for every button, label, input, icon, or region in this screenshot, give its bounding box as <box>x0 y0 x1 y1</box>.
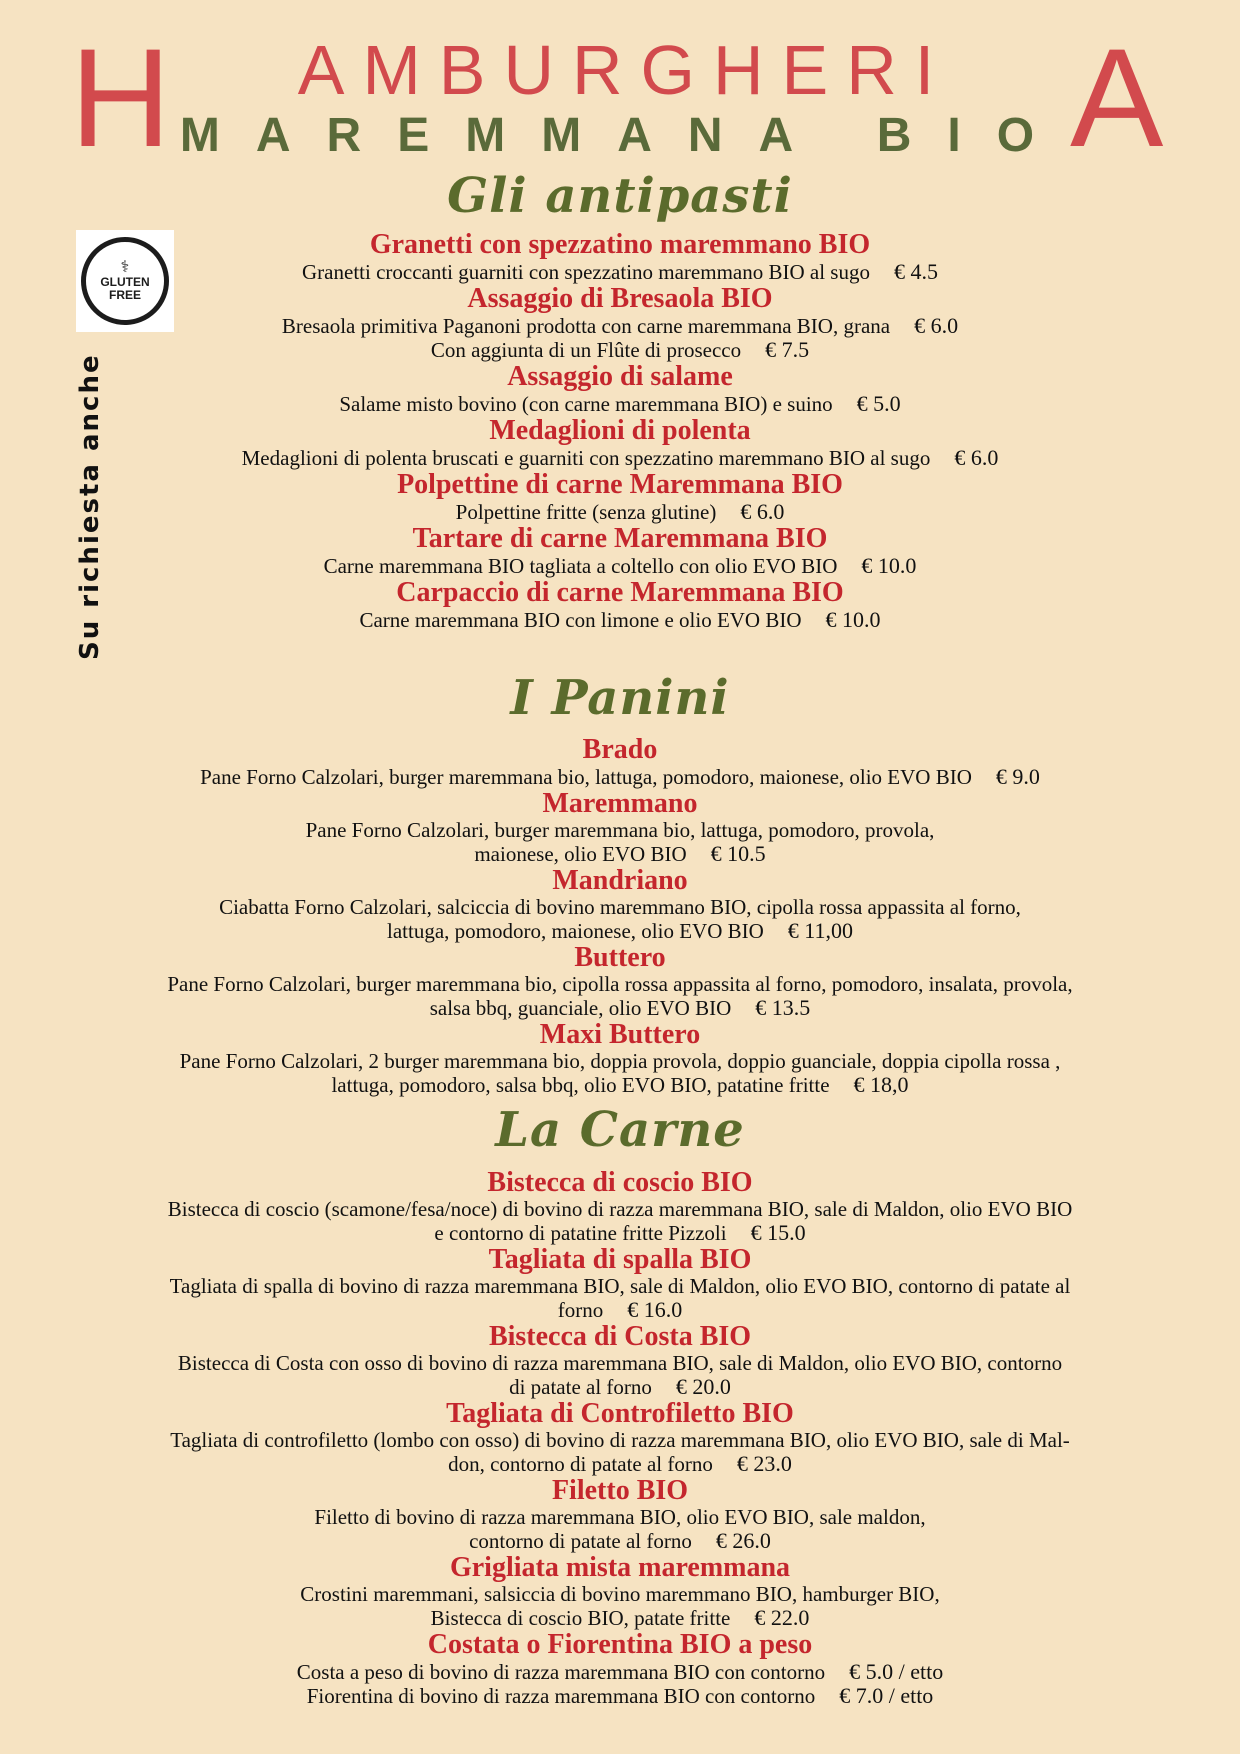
menu-item-name: Maxi Buttero <box>539 1019 701 1050</box>
menu-item-price: € 6.0 <box>954 445 999 470</box>
menu-item-text: Granetti croccanti guarniti con spezzatino maremmano BIO al sugo <box>302 260 870 284</box>
menu-item-text: Pane Forno Calzolari, 2 burger maremmana bio, doppia provola, doppio guanciale, doppia cipolla rossa , <box>179 1049 1061 1073</box>
menu-item-description <box>0 314 1240 338</box>
panini-list <box>0 735 1240 1097</box>
menu-item-description <box>0 1050 1240 1073</box>
menu-item-description <box>0 1275 1240 1298</box>
menu-item-text: Pane Forno Calzolari, burger maremmana bio, cipolla rossa appassita al forno, pomodoro, insalata, provola, <box>167 972 1073 996</box>
section-title-carne: La Carne <box>495 1102 745 1158</box>
menu-item-text: Carne maremmana BIO tagliata a coltello con olio EVO BIO <box>323 554 838 578</box>
section-title-antipasti: Gli antipasti <box>447 168 793 224</box>
menu-item-price: € 26.0 <box>715 1528 771 1553</box>
carne-list <box>0 1168 1240 1708</box>
menu-item-price: € 10.0 <box>861 553 917 578</box>
menu-item-text: Fiorentina di bovino di razza maremmana BIO con contorno <box>306 1684 816 1708</box>
menu-item-name: Bistecca di coscio BIO <box>487 1167 753 1198</box>
menu-item-description <box>0 1660 1240 1684</box>
menu-item-text: Salame misto bovino (con carne maremmana BIO) e suino <box>339 392 833 416</box>
menu-item-description <box>0 554 1240 578</box>
menu-item-description <box>0 260 1240 284</box>
restaurant-title: AMBURGHERI <box>297 31 953 109</box>
menu-item-name: Tagliata di spalla BIO <box>488 1244 752 1275</box>
menu-item-text: lattuga, pomodoro, salsa bbq, olio EVO BIO, patatine fritte <box>331 1073 830 1097</box>
menu-item-text: Carne maremmana BIO con limone e olio EVO BIO <box>359 608 802 632</box>
menu-item-text: don, contorno di patate al forno <box>448 1452 713 1476</box>
menu-item-text: Pane Forno Calzolari, burger maremmana bio, lattuga, pomodoro, maionese, olio EVO BIO <box>200 765 972 789</box>
menu-item-price: € 6.0 <box>914 313 959 338</box>
menu-item-description <box>0 1298 1240 1322</box>
menu-item-text: Con aggiunta di un Flûte di prosecco <box>430 338 742 362</box>
menu-item-price: € 22.0 <box>754 1605 810 1630</box>
menu-item-text: Filetto di bovino di razza maremmana BIO, olio EVO BIO, sale maldon, <box>314 1505 926 1529</box>
menu-item-text: Crostini maremmani, salsiccia di bovino maremmano BIO, hamburger BIO, <box>300 1582 940 1606</box>
menu-item-text: Tagliata di controfiletto (lombo con osso) di bovino di razza maremmana BIO, olio EVO BIO, sale di Mal- <box>170 1428 1070 1452</box>
menu-item-price: € 15.0 <box>750 1220 806 1245</box>
menu-item-name: Polpettine di carne Maremmana BIO <box>397 469 843 500</box>
title-last-letter: A <box>1070 19 1164 176</box>
menu-item-description <box>0 608 1240 632</box>
menu-item-description <box>0 1684 1240 1708</box>
menu-item-name: Filetto BIO <box>551 1475 689 1506</box>
menu-item-text: di patate al forno <box>509 1375 652 1399</box>
menu-item-description <box>0 896 1240 919</box>
menu-item-text: forno <box>557 1298 604 1322</box>
menu-item-price: € 18,0 <box>853 1072 909 1097</box>
menu-item-description <box>0 842 1240 866</box>
menu-item-description <box>0 1583 1240 1606</box>
menu-item-price: € 5.0 <box>856 391 901 416</box>
menu-item-text: Bistecca di Costa con osso di bovino di razza maremmana BIO, sale di Maldon, olio EVO BIO, contorno <box>177 1351 1063 1375</box>
menu-item-text: Medaglioni di polenta bruscati e guarniti con spezzatino maremmano BIO al sugo <box>241 446 931 470</box>
menu-item-price: € 10.5 <box>710 841 766 866</box>
menu-item-name: Medaglioni di polenta <box>489 415 751 446</box>
menu-item-text: Bistecca di coscio BIO, patate fritte <box>430 1606 731 1630</box>
menu-item-description <box>0 919 1240 943</box>
menu-item-name: Assaggio di salame <box>507 361 733 392</box>
menu-item-text: salsa bbq, guanciale, olio EVO BIO <box>429 996 732 1020</box>
menu-item-price: € 10.0 <box>825 607 881 632</box>
menu-header <box>0 19 1240 176</box>
menu-item-description <box>0 1375 1240 1399</box>
menu-item-description <box>0 1198 1240 1221</box>
menu-item-price: € 11,00 <box>787 918 853 943</box>
menu-item-text: Pane Forno Calzolari, burger maremmana bio, lattuga, pomodoro, provola, <box>305 818 935 842</box>
menu-item-name: Mandriano <box>552 865 688 896</box>
menu-item-price: € 23.0 <box>736 1451 792 1476</box>
menu-item-description <box>0 1352 1240 1375</box>
menu-item-name: Carpaccio di carne Maremmana BIO <box>396 577 844 608</box>
menu-item-description <box>0 1529 1240 1553</box>
badge-line1: GLUTEN <box>100 275 150 289</box>
menu-item-name: Assaggio di Bresaola BIO <box>467 283 773 314</box>
section-title-panini: I Panini <box>510 670 730 726</box>
menu-item-description <box>0 446 1240 470</box>
menu-item-text: lattuga, pomodoro, maionese, olio EVO BIO <box>387 919 764 943</box>
menu-item-text: contorno di patate al forno <box>469 1529 692 1553</box>
menu-item-name: Tagliata di Controfiletto BIO <box>446 1398 794 1429</box>
menu-item-name: Brado <box>582 734 658 765</box>
menu-item-description <box>0 392 1240 416</box>
menu-item-description <box>0 973 1240 996</box>
menu-item-price: € 7.0 / etto <box>839 1683 934 1708</box>
menu-item-description <box>0 765 1240 789</box>
menu-item-price: € 16.0 <box>627 1297 683 1322</box>
side-note: Su richiesta anche <box>75 353 105 660</box>
menu-item-description <box>0 1506 1240 1529</box>
menu-item-price: € 6.0 <box>740 499 785 524</box>
badge-line2: FREE <box>108 288 141 302</box>
menu-item-description <box>0 338 1240 362</box>
menu-item-text: e contorno di patatine fritte Pizzoli <box>434 1221 727 1245</box>
menu-item-text: Tagliata di spalla di bovino di razza maremmana BIO, sale di Maldon, olio EVO BIO, contorno di patate al <box>169 1274 1071 1298</box>
title-first-letter: H <box>70 19 172 176</box>
menu-item-text: Bresaola primitiva Paganoni prodotta con carne maremmana BIO, grana <box>281 314 891 338</box>
menu-item-text: Polpettine fritte (senza glutine) <box>455 500 717 524</box>
menu-item-name: Grigliata mista maremmana <box>449 1552 791 1583</box>
menu-item-name: Bistecca di Costa BIO <box>488 1321 752 1352</box>
menu-item-name: Tartare di carne Maremmana BIO <box>412 523 828 554</box>
menu-item-name: Costata o Fiorentina BIO a peso <box>427 1629 813 1660</box>
menu-item-price: € 7.5 <box>765 337 810 362</box>
menu-item-name: Granetti con spezzatino maremmano BIO <box>369 229 871 260</box>
restaurant-subtitle: MAREMMANA BIO <box>179 109 1071 162</box>
menu-item-name: Buttero <box>574 942 666 973</box>
menu-item-description <box>0 1606 1240 1630</box>
menu-item-description <box>0 996 1240 1020</box>
menu-item-price: € 4.5 <box>893 259 938 284</box>
menu-item-description <box>0 500 1240 524</box>
menu-item-text: Ciabatta Forno Calzolari, salciccia di bovino maremmano BIO, cipolla rossa appassita al forno, <box>219 895 1021 919</box>
antipasti-list <box>0 230 1240 632</box>
menu-item-price: € 20.0 <box>675 1374 731 1399</box>
menu-item-price: € 5.0 / etto <box>849 1659 944 1684</box>
menu-item-description <box>0 1452 1240 1476</box>
menu-item-name: Maremmano <box>542 788 698 819</box>
menu-item-description <box>0 819 1240 842</box>
menu-item-text: Costa a peso di bovino di razza maremmana BIO con contorno <box>296 1660 826 1684</box>
menu-item-description <box>0 1221 1240 1245</box>
menu-item-text: maionese, olio EVO BIO <box>474 842 687 866</box>
menu-item-price: € 9.0 <box>995 764 1040 789</box>
wheat-icon: ⚕ <box>120 259 130 276</box>
menu-item-description <box>0 1073 1240 1097</box>
menu-item-text: Bistecca di coscio (scamone/fesa/noce) di bovino di razza maremmana BIO, sale di Maldon, olio EVO BIO <box>167 1197 1073 1221</box>
menu-item-description <box>0 1429 1240 1452</box>
menu-item-price: € 13.5 <box>755 995 811 1020</box>
